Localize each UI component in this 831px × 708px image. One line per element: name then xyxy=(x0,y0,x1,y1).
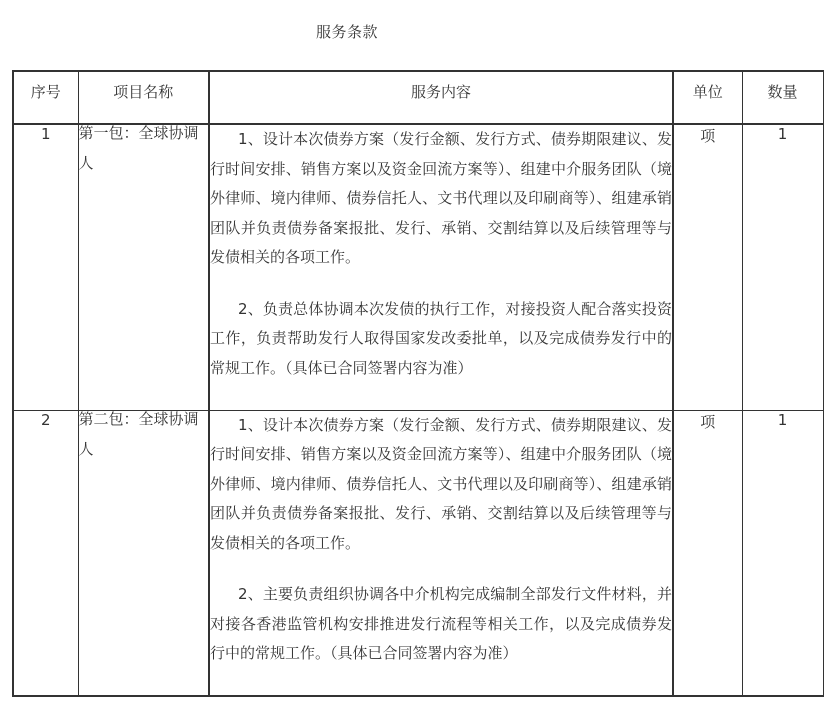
row-content xyxy=(209,124,673,410)
content-paragraph: 1、设计本次债券方案（发行金额、发行方式、债券期限建议、发行时间安排、销售方案以及资金回流方案等）、组建中介服务团队（境外律师、境内律师、债券信托人、文书代理以及印刷商等）、组建承销团队并负责债券备案报批、发行、承销、交割结算以及后续管理等与发债相关的各项工作。 xyxy=(210,415,672,552)
table-header-row xyxy=(13,71,823,124)
row-name xyxy=(78,410,209,696)
row-name-text: 第一包：全球协调人 xyxy=(78,124,199,172)
table-row xyxy=(13,124,823,410)
header-content: 服务内容 xyxy=(209,71,673,124)
row-content xyxy=(209,410,673,696)
row-qty: 1 xyxy=(742,124,823,410)
header-seq: 序号 xyxy=(13,71,78,124)
row-unit: 项 xyxy=(673,410,742,696)
row-name xyxy=(78,124,209,410)
table-row xyxy=(13,410,823,696)
header-qty: 数量 xyxy=(742,71,823,124)
row-seq: 1 xyxy=(13,124,78,410)
row-qty: 1 xyxy=(742,410,823,696)
row-name-text: 第二包：全球协调人 xyxy=(78,409,199,458)
header-name: 项目名称 xyxy=(78,71,209,124)
content-paragraph: 2、主要负责组织协调各中介机构完成编制全部发行文件材料，并对接各香港监管机构安排推进发行流程等相关工作，以及完成债券发行中的常规工作。（具体已合同签署内容为准） xyxy=(210,585,672,662)
row-seq: 2 xyxy=(13,410,78,696)
content-paragraph: 1、设计本次债券方案（发行金额、发行方式、债券期限建议、发行时间安排、销售方案以及资金回流方案等）、组建中介服务团队（境外律师、境内律师、债券信托人、文书代理以及印刷商等）、组建承销团队并负责债券备案报批、发行、承销、交割结算以及后续管理等与发债相关的各项工作。 xyxy=(210,130,672,266)
document-title: 服务条款 xyxy=(316,23,379,41)
header-unit: 单位 xyxy=(673,71,742,124)
content-paragraph: 2、负责总体协调本次发债的执行工作，对接投资人配合落实投资工作，负责帮助发行人取得国家发改委批单，以及完成债券发行中的常规工作。（具体已合同签署内容为准） xyxy=(210,299,672,377)
service-terms-table xyxy=(12,70,824,697)
row-unit: 项 xyxy=(673,124,742,410)
